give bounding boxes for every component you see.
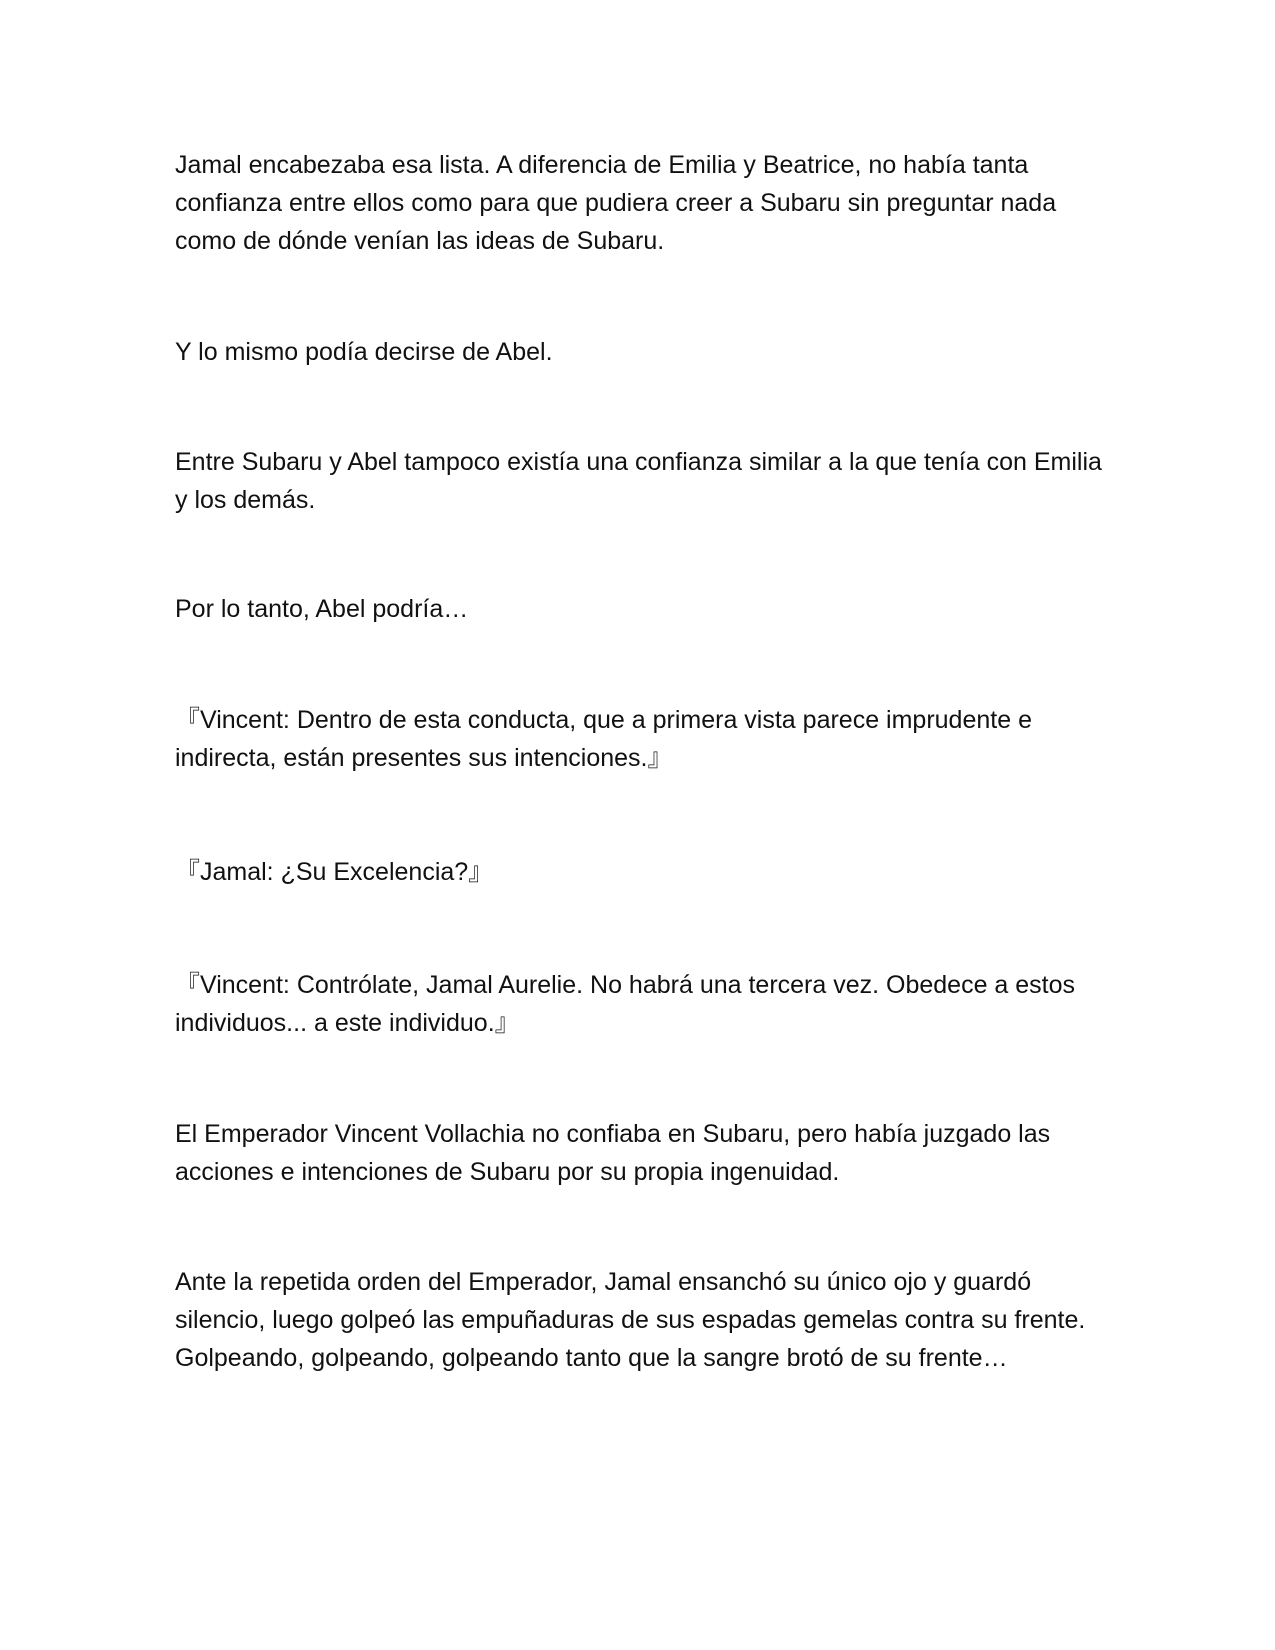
paragraph-9: Ante la repetida orden del Emperador, Jamal ensanchó su único ojo y guardó silencio, luego golpeó las empuñaduras de sus espadas gemelas contra su frente. Golpeando, golpeando, golpeando tanto que la sangre brotó de su frente…: [175, 1268, 1086, 1372]
paragraph-2: Y lo mismo podía decirse de Abel.: [175, 338, 553, 366]
dialogue-vincent-1: 『Vincent: Dentro de esta conducta, que a primera vista parece imprudente e indirecta, están presentes sus intenciones.』: [175, 706, 1032, 772]
paragraph-4: Por lo tanto, Abel podría…: [175, 595, 469, 623]
paragraph-8: El Emperador Vincent Vollachia no confiaba en Subaru, pero había juzgado las acciones e intenciones de Subaru por su propia ingenuidad.: [175, 1120, 1051, 1186]
dialogue-jamal: 『Jamal: ¿Su Excelencia?』: [175, 858, 494, 886]
paragraph-1: Jamal encabezaba esa lista. A diferencia de Emilia y Beatrice, no había tanta confianza entre ellos como para que pudiera creer a Subaru sin preguntar nada como de dónde venían las ideas de Subaru.: [175, 151, 1057, 255]
paragraph-3: Entre Subaru y Abel tampoco existía una confianza similar a la que tenía con Emilia y los demás.: [175, 448, 1102, 514]
dialogue-vincent-2: 『Vincent: Contrólate, Jamal Aurelie. No habrá una tercera vez. Obedece a estos individuos... a este individuo.』: [175, 971, 1076, 1037]
